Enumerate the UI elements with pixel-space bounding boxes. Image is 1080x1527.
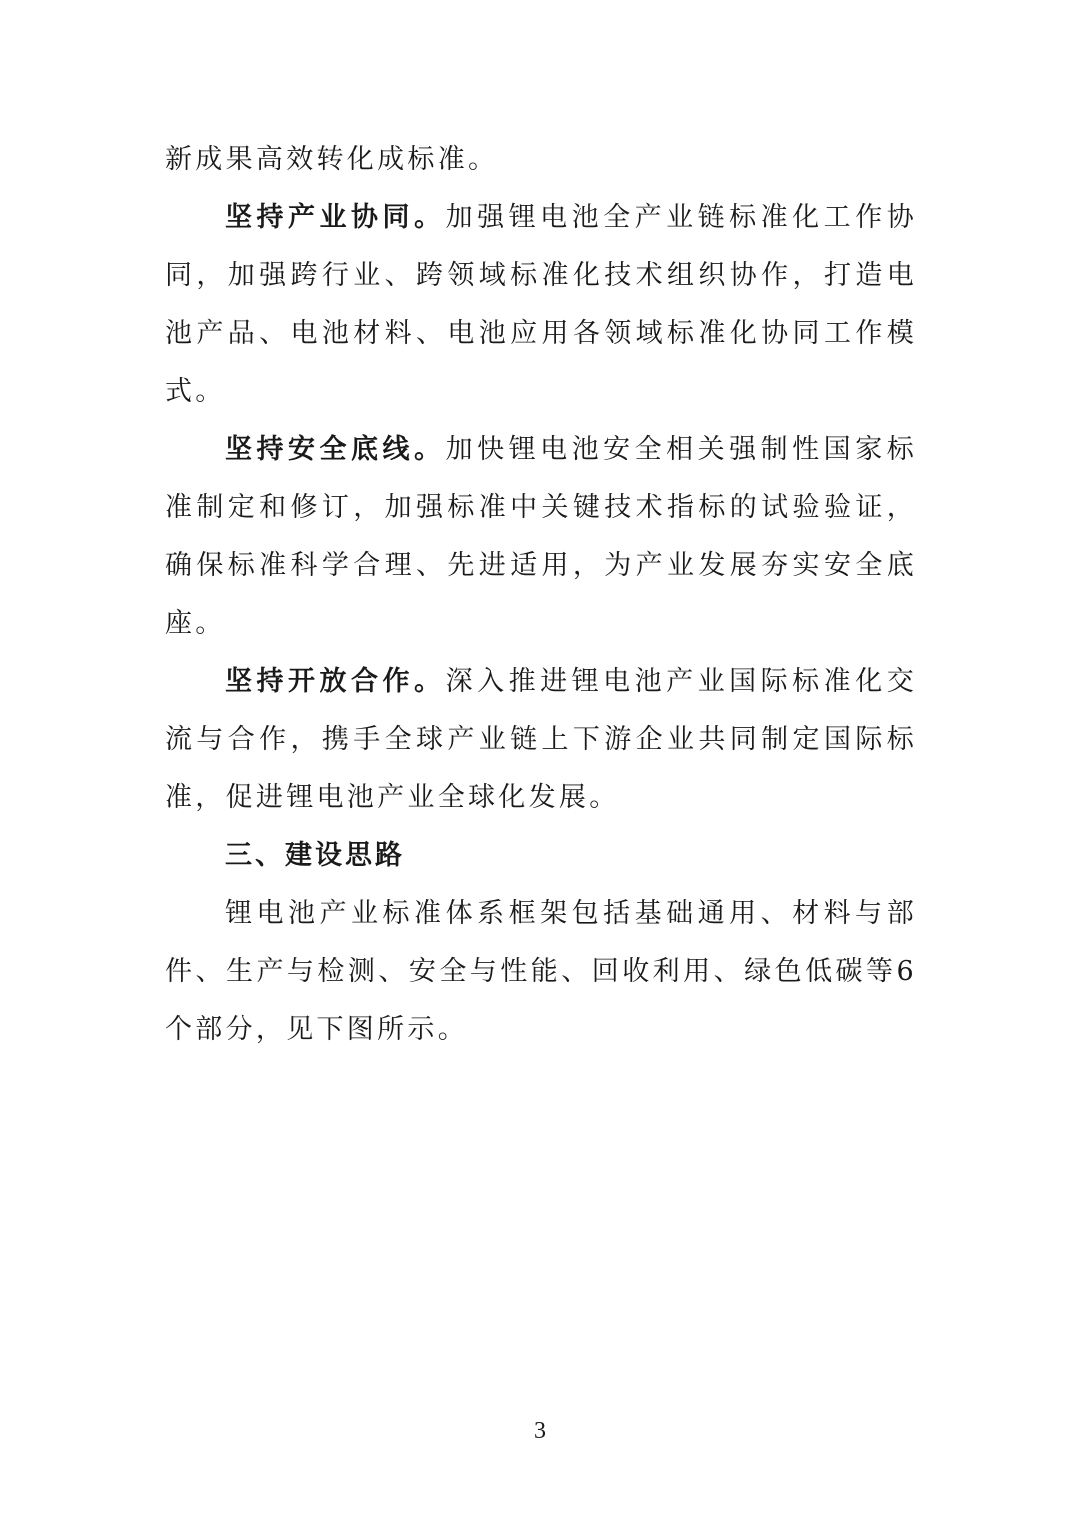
continuation-paragraph [165, 131, 917, 189]
paragraph-text: 深入推进锂电池产业国际标准化交流与合作，携手全球产业链上下游企业共同制定国际标准，促进锂电池产业全球化发展。 [165, 666, 918, 813]
page-number: 3 [534, 1418, 546, 1444]
paragraph-text: 加快锂电池安全相关强制性国家标准制定和修订，加强标准中关键技术指标的试验验证，确保标准科学合理、先进适用，为产业发展夯实安全底座。 [165, 434, 918, 639]
section-paragraph [165, 885, 917, 1059]
principle-lead: 坚持开放合作。 [225, 666, 446, 697]
principle-industry-collaboration [165, 189, 917, 421]
paragraph-text: 新成果高效转化成标准。 [165, 144, 499, 175]
principle-safety-baseline [165, 421, 917, 653]
section-heading: 三、建设思路 [225, 840, 405, 871]
paragraph-text: 锂电池产业标准体系框架包括基础通用、材料与部件、生产与检测、安全与性能、回收利用、绿色低碳等6个部分，见下图所示。 [165, 898, 917, 1045]
principle-lead: 坚持安全底线。 [225, 434, 446, 465]
principle-open-cooperation [165, 653, 917, 827]
paragraph-text: 加强锂电池全产业链标准化工作协同，加强跨行业、跨领域标准化技术组织协作，打造电池产品、电池材料、电池应用各领域标准化协同工作模式。 [165, 202, 918, 407]
principle-lead: 坚持产业协同。 [225, 202, 446, 233]
document-body [165, 131, 917, 1059]
